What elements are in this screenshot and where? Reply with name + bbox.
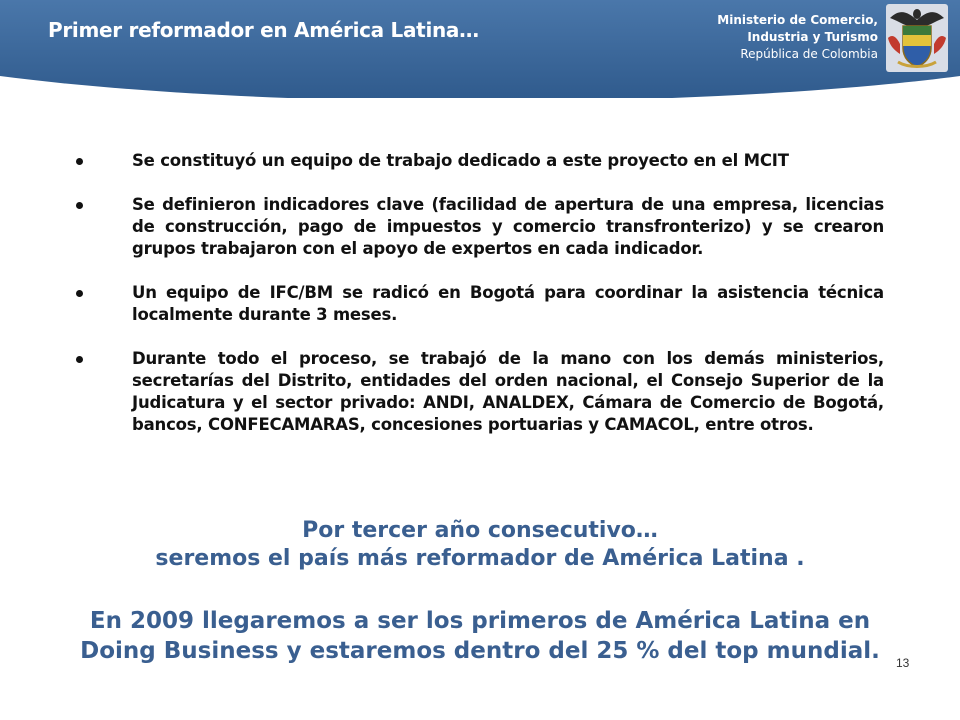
bullet-text: Se constituyó un equipo de trabajo dedicado a este proyecto en el MCIT [132, 151, 789, 170]
bullet-item [72, 150, 884, 172]
page-number: 13 [896, 656, 910, 670]
bullet-dot-icon [76, 356, 83, 363]
bullet-item [72, 348, 884, 436]
ministry-line-3: República de Colombia [740, 47, 878, 61]
bullet-list [72, 150, 884, 458]
highlight-line-2: seremos el país más reformador de América Latina . [155, 546, 805, 571]
bullet-dot-icon [76, 290, 83, 297]
ministry-label [717, 12, 878, 63]
bullet-text: Un equipo de IFC/BM se radicó en Bogotá para coordinar la asistencia técnica localmente durante 3 meses. [132, 283, 884, 324]
highlight-statement [70, 517, 890, 573]
header-band [0, 0, 960, 98]
bullet-text: Durante todo el proceso, se trabajó de la mano con los demás ministerios, secretarías del Distrito, entidades del orden nacional, el Consejo Superior de la Judicatura y el sector privado: ANDI, ANALDEX, Cámara de Comercio de Bogotá, bancos, CONFECAMARAS, concesiones portuarias y CAMACOL, entre otros. [132, 349, 884, 434]
ministry-line-2: Industria y Turismo [747, 30, 878, 44]
highlight-goal: En 2009 llegaremos a ser los primeros de América Latina en Doing Business y estaremos dentro del 25 % del top mundial. [80, 608, 880, 664]
bullet-item [72, 194, 884, 260]
ministry-line-1: Ministerio de Comercio, [717, 13, 878, 27]
slide-title: Primer reformador en América Latina… [48, 18, 479, 42]
bullet-dot-icon [76, 158, 83, 165]
colombia-coat-of-arms-icon [886, 4, 948, 72]
bullet-item [72, 282, 884, 326]
highlight-line-1: Por tercer año consecutivo… [302, 518, 658, 543]
bullet-dot-icon [76, 202, 83, 209]
bullet-text: Se definieron indicadores clave (facilidad de apertura de una empresa, licencias de construcción, pago de impuestos y comercio transfronterizo) y se crearon grupos trabajaron con el apoyo de expertos en cada indicador. [132, 195, 884, 258]
